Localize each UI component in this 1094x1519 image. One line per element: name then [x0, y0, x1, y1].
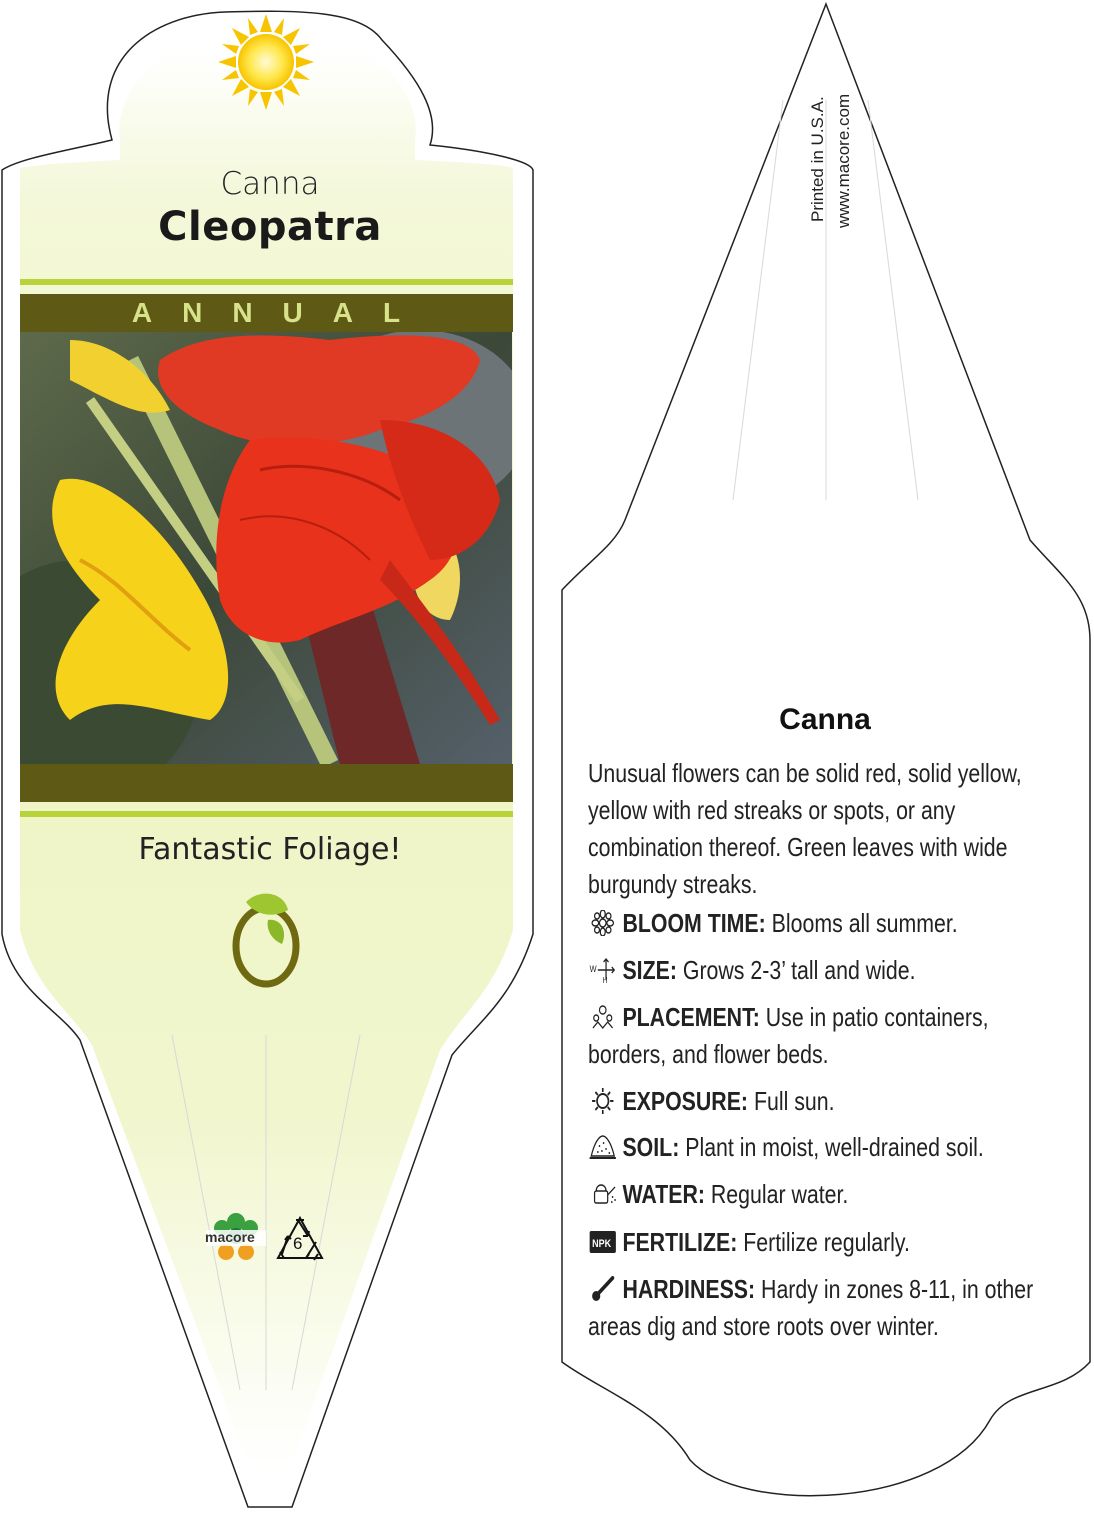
- care-placement: PLACEMENT: Use in patio containers, borders, and flower beds.: [588, 1002, 989, 1069]
- website-text: www.macore.com: [834, 93, 853, 228]
- svg-text:NPK: NPK: [592, 1238, 612, 1251]
- care-soil: SOIL: Plant in moist, well-drained soil.: [588, 1129, 1047, 1165]
- soil-icon: [588, 1133, 618, 1159]
- flower-photo: [0, 330, 530, 800]
- sun-icon: [218, 14, 314, 110]
- svg-text:H: H: [602, 975, 608, 983]
- exposure-sun-icon: [588, 1087, 618, 1113]
- description: Unusual flowers can be solid red, solid yellow, yellow with red streaks or spots, or any combination thereof. Green leaves with wide burgundy streaks.: [588, 758, 1022, 899]
- care-size: W H SIZE: Grows 2-3’ tall and wide.: [589, 955, 916, 985]
- care-exposure: EXPOSURE: Full sun.: [588, 1083, 1047, 1119]
- plant-variety: Cleopatra: [158, 204, 382, 250]
- accent-line-bottom: [20, 811, 513, 817]
- placement-icon: [588, 1003, 618, 1029]
- plant-genus: Canna: [220, 166, 320, 202]
- care-water: WATER: Regular water.: [588, 1176, 1047, 1212]
- back-title: Canna: [779, 703, 871, 736]
- recycle-code: 6: [293, 1234, 303, 1253]
- accent-line-top: [20, 279, 513, 285]
- npk-icon: [588, 1228, 618, 1254]
- size-icon: [588, 956, 618, 982]
- care-fertilize: NPK FERTILIZE: Fertilize regularly.: [588, 1224, 1047, 1260]
- printed-in-text: Printed in U.S.A.: [808, 96, 827, 222]
- flower-icon: [588, 909, 618, 935]
- slogan: Fantastic Foliage!: [138, 832, 402, 867]
- plant-type-label: ANNUAL: [131, 297, 431, 328]
- care-bloom-time: BLOOM TIME: Blooms all summer.: [588, 905, 1047, 941]
- thermometer-icon: [588, 1275, 618, 1301]
- svg-text:W: W: [589, 964, 597, 975]
- brand-name: macore: [205, 1229, 255, 1245]
- watering-can-icon: [588, 1180, 618, 1206]
- photo-bottom-band: [20, 764, 513, 802]
- care-hardiness: HARDINESS: Hardy in zones 8-11, in other areas dig and store roots over winter.: [588, 1274, 1034, 1341]
